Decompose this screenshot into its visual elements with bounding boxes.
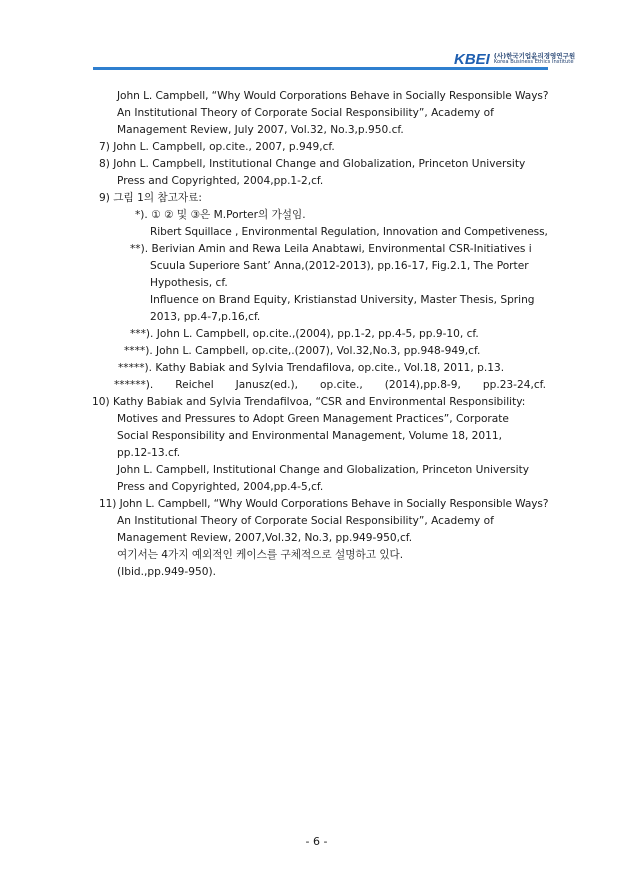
- logo-text: [494, 53, 575, 66]
- reference-line: Social Responsibility and Environmental Management, Volume 18, 2011,: [117, 430, 503, 442]
- reference-line: 여기서는 4가지 예외적인 케이스를 구체적으로 설명하고 있다.: [117, 549, 404, 561]
- header-rule: [93, 67, 548, 70]
- reference-line: *****). Kathy Babiak and Sylvia Trendafilova, op.cite., Vol.18, 2011, p.13.: [118, 362, 505, 374]
- reference-pages: pp.23-24,cf.: [482, 379, 546, 391]
- reference-line: (Ibid.,pp.949-950).: [117, 566, 216, 578]
- reference-line: pp.12-13.cf.: [117, 447, 181, 459]
- reference-line: Management Review, July 2007, Vol.32, No.3,p.950.cf.: [117, 124, 404, 136]
- reference-line: John L. Campbell, Institutional Change and Globalization, Princeton University: [117, 464, 530, 476]
- reference-line: ****). John L. Campbell, op.cite,.(2007), Vol.32,No.3, pp.948-949,cf.: [124, 345, 481, 357]
- reference-line: Ribert Squillace , Environmental Regulation, Innovation and Competiveness,: [150, 226, 548, 238]
- reference-author: Reichel: [175, 379, 214, 391]
- reference-line: 11) John L. Campbell, “Why Would Corporations Behave in Socially Responsible Ways?: [99, 498, 549, 510]
- reference-line: 7) John L. Campbell, op.cite., 2007, p.949,cf.: [99, 141, 335, 153]
- logo-korean-name: (사)한국기업윤리경영연구원: [493, 51, 576, 60]
- reference-line: Influence on Brand Equity, Kristianstad University, Master Thesis, Spring: [150, 294, 535, 306]
- reference-year-pages: (2014),pp.8-9,: [384, 379, 461, 391]
- reference-line: Motives and Pressures to Adopt Green Management Practices”, Corporate: [117, 413, 509, 425]
- reference-line: ***). John L. Campbell, op.cite.,(2004), pp.1-2, pp.4-5, pp.9-10, cf.: [130, 328, 479, 340]
- reference-line: Press and Copyrighted, 2004,pp.4-5,cf.: [117, 481, 324, 493]
- reference-line: 10) Kathy Babiak and Sylvia Trendafilvoa, “CSR and Environmental Responsibility:: [92, 396, 526, 408]
- reference-line: Hypothesis, cf.: [150, 277, 228, 289]
- reference-line: 8) John L. Campbell, Institutional Change and Globalization, Princeton University: [99, 158, 526, 170]
- header-logo: [454, 51, 575, 67]
- reference-line: **). Berivian Amin and Rewa Leila Anabtawi, Environmental CSR-Initiatives i: [130, 243, 532, 255]
- reference-line: 9) 그림 1의 참고자료:: [99, 192, 202, 204]
- page-number: - 6 -: [305, 835, 328, 848]
- reference-cite: op.cite.,: [320, 379, 363, 391]
- reference-line: Scuula Superiore Sant’ Anna,(2012-2013), pp.16-17, Fig.2.1, The Porter: [150, 260, 529, 272]
- kbei-logo-mark: KBEI: [454, 50, 490, 68]
- reference-line-justified: [114, 377, 546, 394]
- reference-editor: Janusz(ed.),: [235, 379, 299, 391]
- logo-english-name: Korea Business Ethics Institute: [493, 59, 574, 66]
- reference-line: 2013, pp.4-7,p.16,cf.: [150, 311, 261, 323]
- reference-line: An Institutional Theory of Corporate Social Responsibility”, Academy of: [117, 515, 494, 527]
- reference-line: An Institutional Theory of Corporate Social Responsibility”, Academy of: [117, 107, 494, 119]
- reference-line: *). ① ② 및 ③은 M.Porter의 가설임.: [135, 209, 306, 221]
- reference-line: John L. Campbell, “Why Would Corporations Behave in Socially Responsible Ways?: [117, 90, 549, 102]
- reference-line: Management Review, 2007,Vol.32, No.3, pp.949-950,cf.: [117, 532, 413, 544]
- reference-marker: ******).: [114, 379, 154, 391]
- reference-line: Press and Copyrighted, 2004,pp.1-2,cf.: [117, 175, 324, 187]
